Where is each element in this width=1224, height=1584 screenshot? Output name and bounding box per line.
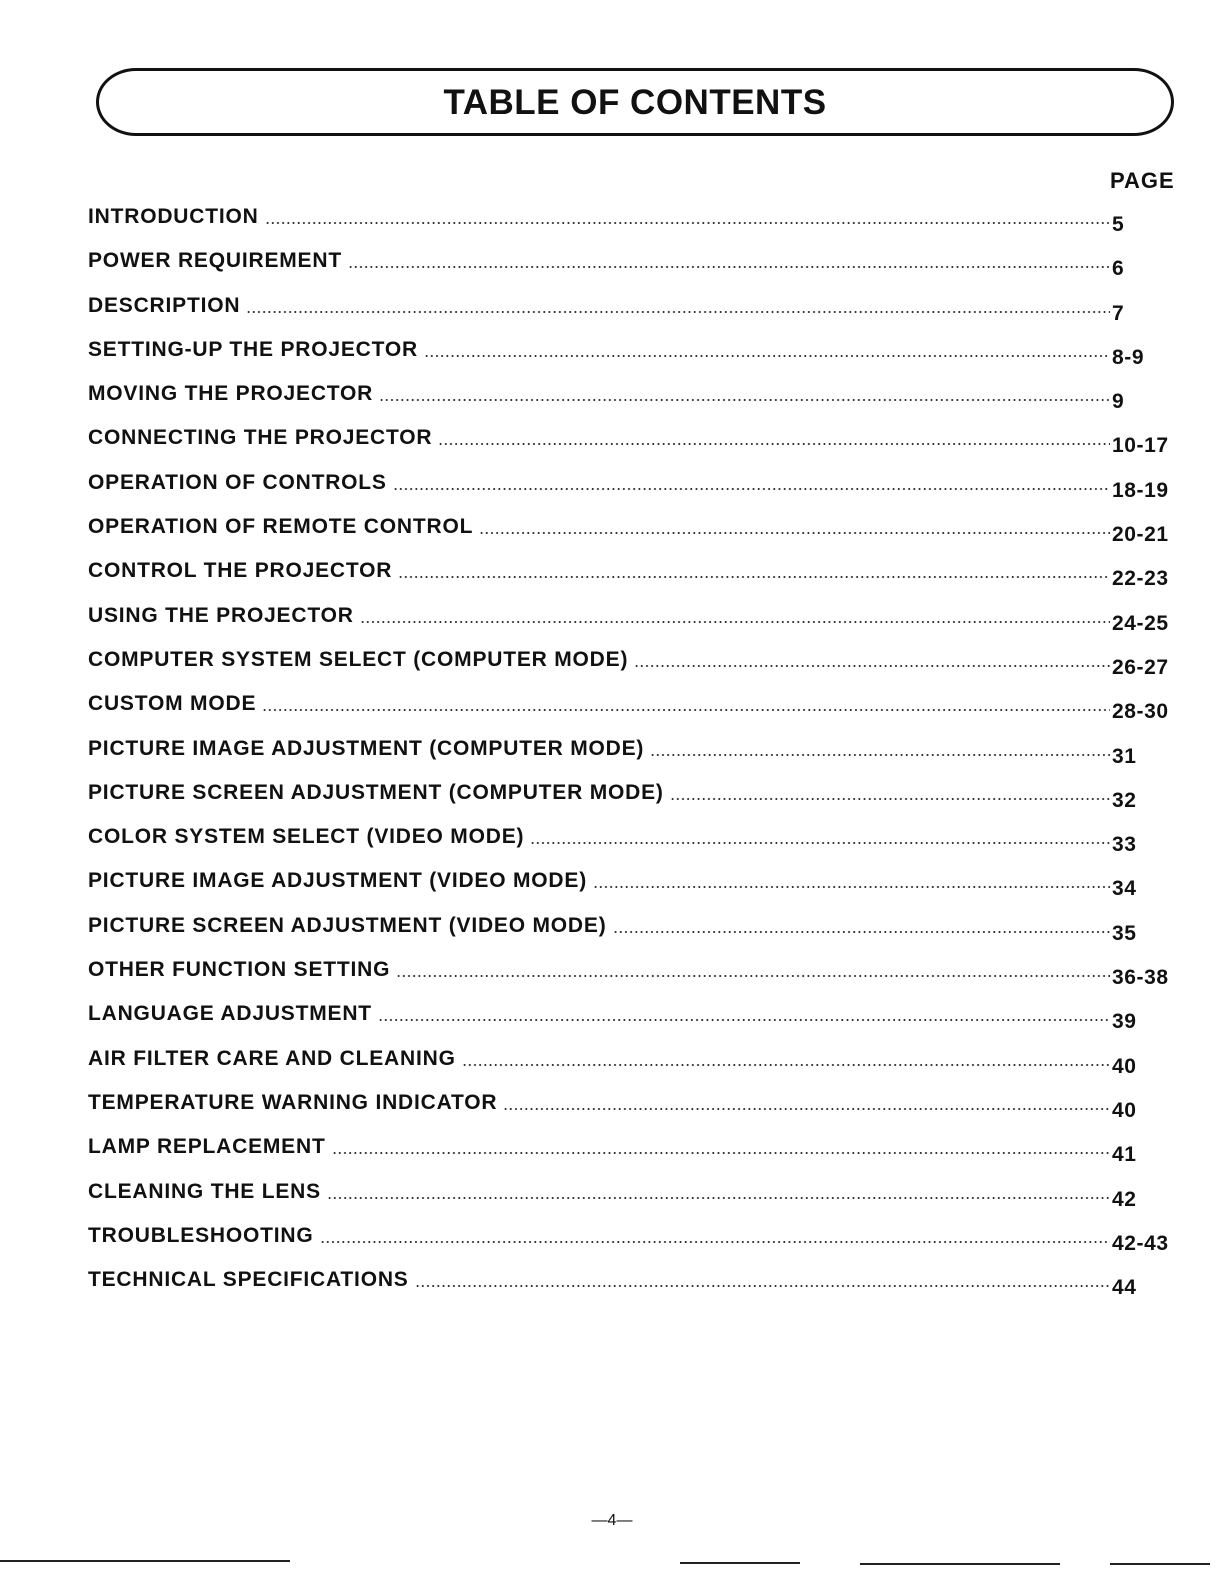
dot-leader [332, 1152, 1110, 1154]
table-of-contents [88, 200, 1178, 1307]
toc-entry [88, 687, 1178, 731]
toc-entry-page: 42-43 [1112, 1231, 1169, 1255]
toc-entry-page: 28-30 [1112, 700, 1169, 724]
toc-entry-title: PICTURE IMAGE ADJUSTMENT (VIDEO MODE) [88, 864, 589, 898]
toc-entry-title: CONNECTING THE PROJECTOR [88, 421, 434, 455]
toc-entry-page: 33 [1112, 833, 1137, 857]
dot-leader [634, 665, 1110, 667]
toc-entry [88, 377, 1178, 421]
toc-entry-page: 7 [1112, 301, 1125, 325]
toc-entry-title: TEMPERATURE WARNING INDICATOR [88, 1086, 499, 1120]
toc-entry [88, 1130, 1178, 1174]
toc-entry-page: 41 [1112, 1143, 1137, 1167]
toc-entry-title: MOVING THE PROJECTOR [88, 377, 375, 411]
toc-entry-page: 26-27 [1112, 655, 1169, 679]
footer-page-number: —4— [591, 1512, 633, 1529]
toc-entry-title: CUSTOM MODE [88, 687, 258, 721]
toc-entry-title: CONTROL THE PROJECTOR [88, 554, 394, 588]
toc-entry-page: 22-23 [1112, 567, 1169, 591]
toc-entry-title: COMPUTER SYSTEM SELECT (COMPUTER MODE) [88, 643, 630, 677]
scan-edge-line [1110, 1563, 1210, 1565]
toc-entry-title: SETTING-UP THE PROJECTOR [88, 333, 420, 367]
toc-entry-title: PICTURE SCREEN ADJUSTMENT (VIDEO MODE) [88, 909, 609, 943]
toc-entry [88, 466, 1178, 510]
dot-leader [348, 266, 1110, 268]
scan-edge-line [860, 1563, 1060, 1565]
toc-entry-title: PICTURE IMAGE ADJUSTMENT (COMPUTER MODE) [88, 732, 646, 766]
title-banner [96, 68, 1174, 136]
toc-entry-page: 44 [1112, 1276, 1137, 1300]
toc-entry [88, 599, 1178, 643]
toc-entry [88, 1086, 1178, 1130]
scan-edge-line [0, 1560, 290, 1562]
toc-entry [88, 643, 1178, 687]
toc-entry-page: 24-25 [1112, 611, 1169, 635]
toc-entry-title: LANGUAGE ADJUSTMENT [88, 997, 374, 1031]
toc-entry [88, 864, 1178, 908]
toc-entry [88, 909, 1178, 953]
toc-entry-page: 32 [1112, 788, 1137, 812]
dot-leader [265, 222, 1110, 224]
toc-entry [88, 200, 1178, 244]
dot-leader [396, 975, 1110, 977]
dot-leader [462, 1064, 1110, 1066]
toc-entry [88, 1175, 1178, 1219]
toc-entry-title: PICTURE SCREEN ADJUSTMENT (COMPUTER MODE) [88, 776, 666, 810]
toc-entry-page: 6 [1112, 257, 1125, 281]
toc-entry-page: 36-38 [1112, 966, 1169, 990]
toc-entry-page: 35 [1112, 921, 1137, 945]
toc-entry-title: TROUBLESHOOTING [88, 1219, 316, 1253]
toc-entry-title: LAMP REPLACEMENT [88, 1130, 328, 1164]
toc-entry-page: 8-9 [1112, 345, 1145, 369]
toc-entry [88, 333, 1178, 377]
dot-leader [378, 1019, 1110, 1021]
toc-entry [88, 820, 1178, 864]
toc-entry-page: 9 [1112, 390, 1125, 414]
toc-entry-title: COLOR SYSTEM SELECT (VIDEO MODE) [88, 820, 526, 854]
toc-entry-page: 20-21 [1112, 523, 1169, 547]
dot-leader [438, 443, 1110, 445]
dot-leader [503, 1108, 1110, 1110]
dot-leader [320, 1241, 1111, 1243]
dot-leader [613, 931, 1111, 933]
toc-entry [88, 554, 1178, 598]
toc-entry-title: DESCRIPTION [88, 289, 242, 323]
dot-leader [650, 754, 1110, 756]
dot-leader [479, 532, 1110, 534]
toc-entry [88, 997, 1178, 1041]
toc-entry-page: 40 [1112, 1098, 1137, 1122]
toc-entry-page: 31 [1112, 744, 1137, 768]
toc-entry-page: 10-17 [1112, 434, 1169, 458]
dot-leader [327, 1197, 1110, 1199]
dot-leader [379, 399, 1110, 401]
page-title: TABLE OF CONTENTS [443, 83, 827, 122]
page-column-heading: PAGE [1110, 168, 1175, 193]
toc-entry [88, 953, 1178, 997]
dot-leader [360, 621, 1110, 623]
toc-entry-page: 5 [1112, 213, 1125, 236]
toc-entry-title: OPERATION OF REMOTE CONTROL [88, 510, 475, 544]
dot-leader [670, 798, 1110, 800]
toc-entry-title: POWER REQUIREMENT [88, 244, 344, 278]
dot-leader [246, 311, 1110, 313]
toc-entry [88, 1263, 1178, 1307]
toc-entry-page: 34 [1112, 877, 1137, 901]
toc-entry-title: USING THE PROJECTOR [88, 599, 356, 633]
toc-entry-title: AIR FILTER CARE AND CLEANING [88, 1042, 458, 1076]
dot-leader [393, 488, 1110, 490]
toc-entry-title: INTRODUCTION [88, 200, 261, 234]
toc-entry-title: CLEANING THE LENS [88, 1175, 323, 1209]
toc-entry [88, 1219, 1178, 1263]
scan-edge-line [680, 1562, 800, 1564]
dot-leader [262, 709, 1110, 711]
toc-entry [88, 1042, 1178, 1086]
toc-entry [88, 421, 1178, 465]
toc-entry-page: 42 [1112, 1187, 1137, 1211]
dot-leader [415, 1285, 1110, 1287]
toc-entry-title: OTHER FUNCTION SETTING [88, 953, 392, 987]
toc-entry [88, 510, 1178, 554]
dot-leader [398, 576, 1110, 578]
toc-entry [88, 776, 1178, 820]
dot-leader [530, 842, 1110, 844]
toc-entry-title: OPERATION OF CONTROLS [88, 466, 389, 500]
toc-entry-page: 39 [1112, 1010, 1137, 1034]
toc-entry-title: TECHNICAL SPECIFICATIONS [88, 1263, 411, 1297]
toc-entry-page: 18-19 [1112, 478, 1169, 502]
toc-entry [88, 244, 1178, 288]
dot-leader [593, 886, 1110, 888]
toc-entry-page: 40 [1112, 1054, 1137, 1078]
toc-entry [88, 289, 1178, 333]
dot-leader [424, 355, 1110, 357]
toc-entry [88, 732, 1178, 776]
